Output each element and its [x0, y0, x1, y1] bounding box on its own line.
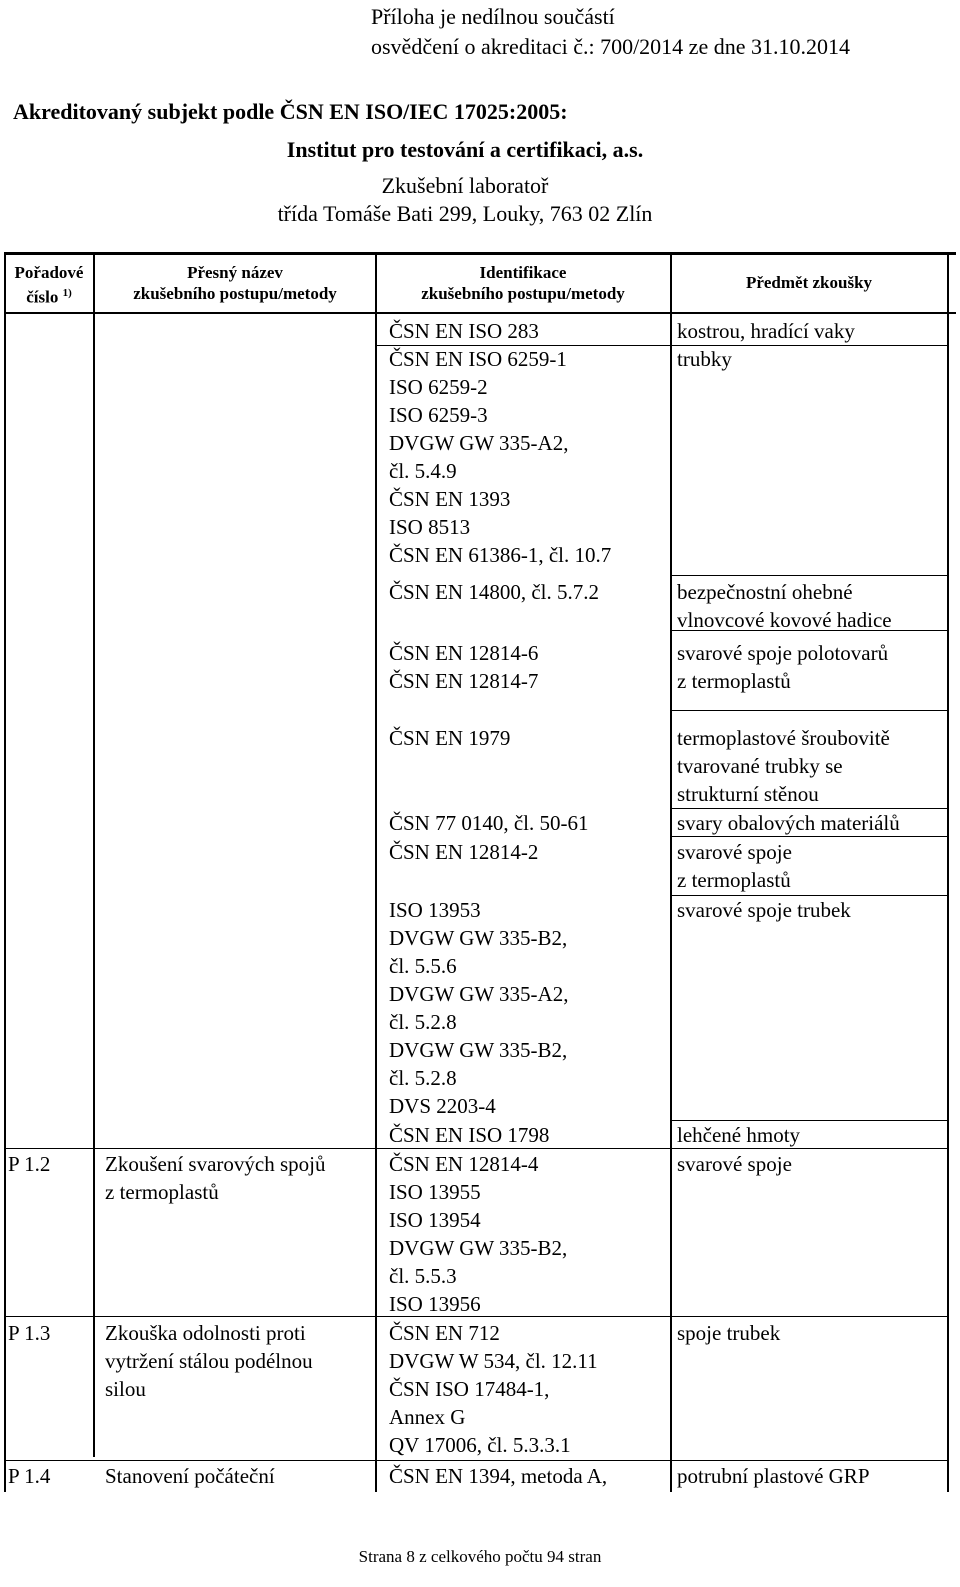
subject: tvarované trubky se: [677, 754, 843, 778]
row-9-methods: [389, 1319, 598, 1459]
method: DVGW GW 335-A2,: [389, 982, 569, 1006]
col-divider-3: [670, 252, 672, 1492]
table-left-border: [4, 252, 6, 1492]
col-ident-header-l1: Identifikace: [479, 263, 567, 282]
method: ČSN EN 12814-7: [389, 669, 539, 693]
subject: kostrou, hradící vaky: [677, 319, 855, 343]
method: DVGW GW 335-B2,: [389, 1038, 568, 1062]
subject: trubky: [677, 347, 732, 371]
method: ČSN EN ISO 283: [389, 319, 539, 343]
method: ČSN 77 0140, čl. 50-61: [389, 811, 589, 835]
row-8-no: P 1.2: [8, 1152, 51, 1176]
header-bottom-border: [4, 312, 956, 314]
method: čl. 5.4.9: [389, 459, 457, 483]
row-7-methods: [389, 1121, 549, 1149]
subject: z termoplastů: [677, 669, 791, 693]
row-2-methods: [389, 639, 538, 695]
col-subject-header: Předmět zkoušky: [745, 273, 873, 292]
method: ČSN EN 1979: [389, 726, 511, 750]
row-3-methods: [389, 724, 510, 752]
col-divider-2: [375, 252, 377, 1492]
method: DVGW GW 335-A2,: [389, 431, 569, 455]
annex-line-2: osvědčení o akreditaci č.: 700/2014 ze dne 31.10.2014: [371, 34, 850, 59]
method: ČSN EN 61386-1, čl. 10.7: [389, 543, 612, 567]
col-name-header: [96, 262, 374, 304]
row-8-subject: [677, 1150, 792, 1178]
method: ISO 13956: [389, 1292, 481, 1316]
method: ISO 13953: [389, 898, 481, 922]
row-10-methods: [389, 1462, 607, 1490]
footnote-marker: 1): [62, 287, 72, 299]
page-footer: Strana 8 z celkového počtu 94 stran: [358, 1547, 602, 1566]
method: čl. 5.5.3: [389, 1264, 457, 1288]
row-9-name: Zkouška odolnosti proti vytržení stálou podélnou silou: [105, 1321, 313, 1401]
subject: bezpečnostní ohebné: [677, 580, 853, 604]
row-9-no: P 1.3: [8, 1321, 51, 1345]
row-divider: [670, 710, 949, 711]
method: DVGW GW 335-B2,: [389, 926, 568, 950]
annex-line-1: Příloha je nedílnou součástí: [371, 4, 615, 29]
col-divider-1: [93, 252, 95, 1457]
row-8-name: Zkoušení svarových spojů z termoplastů: [105, 1152, 326, 1204]
method: ČSN EN 12814-4: [389, 1152, 539, 1176]
method: Annex G: [389, 1405, 466, 1429]
subject: termoplastové šroubovitě: [677, 726, 890, 750]
subject: lehčené hmoty: [677, 1123, 801, 1147]
col-ident-header: [378, 262, 668, 304]
col-order-header-l2-text: číslo: [26, 287, 59, 307]
method: ISO 13955: [389, 1180, 481, 1204]
method: ČSN EN 12814-6: [389, 641, 539, 665]
row-9-subject: [677, 1319, 780, 1347]
subject: svary obalových materiálů: [677, 811, 900, 835]
row-divider: [4, 1460, 949, 1461]
method: QV 17006, čl. 5.3.3.1: [389, 1433, 571, 1457]
institute-text: Institut pro testování a certifikaci, a.s.: [286, 137, 644, 162]
row-2-subject: [677, 639, 888, 695]
col-name-header-l2: zkušebního postupu/metody: [133, 284, 337, 303]
method: ISO 6259-3: [389, 403, 488, 427]
row-8-methods: [389, 1150, 567, 1318]
lab-name: Zkušební laboratoř: [381, 173, 549, 198]
row-10-no: P 1.4: [8, 1464, 51, 1488]
row-1-subject: [677, 578, 892, 634]
row-6-methods: [389, 896, 568, 1120]
method: ČSN EN ISO 1798: [389, 1123, 550, 1147]
accredited-subject: Akreditovaný subjekt podle ČSN EN ISO/IEC 17025:2005:: [13, 99, 568, 124]
row-10-name: Stanovení počáteční: [105, 1464, 275, 1488]
method: ČSN EN 712: [389, 1321, 500, 1345]
row-5-methods: [389, 838, 538, 866]
subject: svarové spoje: [677, 1152, 792, 1176]
method: ČSN EN 1393: [389, 487, 511, 511]
row-0-methods: [389, 317, 611, 569]
subject: z termoplastů: [677, 868, 791, 892]
method: ISO 8513: [389, 515, 471, 539]
institute-name: [0, 137, 930, 163]
row-4-subject: [677, 809, 900, 837]
row-divider: [670, 575, 949, 576]
method: ČSN ISO 17484-1,: [389, 1377, 550, 1401]
method: DVGW W 534, čl. 12.11: [389, 1349, 598, 1373]
method: ČSN EN 12814-2: [389, 840, 539, 864]
accreditation-table: [4, 252, 956, 1507]
method: ČSN EN 1394, metoda A,: [389, 1464, 608, 1488]
subject: potrubní plastové GRP: [677, 1464, 870, 1488]
table-top-border: [4, 252, 956, 255]
lab-address: třída Tomáše Bati 299, Louky, 763 02 Zlín: [277, 201, 653, 226]
col-name-header-l1: Přesný název: [187, 263, 283, 282]
row-1-methods: [389, 578, 599, 606]
row-7-subject: [677, 1121, 800, 1149]
subject: spoje trubek: [677, 1321, 781, 1345]
col-order-header: [6, 262, 92, 308]
col-order-header-l2: [6, 283, 92, 308]
subject: vlnovcové kovové hadice: [677, 608, 892, 632]
row-5-subject: [677, 838, 792, 894]
method: ČSN EN ISO 6259-1: [389, 347, 567, 371]
method: ISO 13954: [389, 1208, 481, 1232]
method: ISO 6259-2: [389, 375, 488, 399]
table-right-border: [947, 252, 949, 1492]
method: čl. 5.5.6: [389, 954, 457, 978]
method: ČSN EN 14800, čl. 5.7.2: [389, 580, 599, 604]
subject: svarové spoje: [677, 840, 792, 864]
row-10-subject: [677, 1462, 870, 1490]
method: čl. 5.2.8: [389, 1010, 457, 1034]
row-6-subject: [677, 896, 851, 924]
row-3-subject: [677, 724, 890, 808]
method: DVS 2203-4: [389, 1094, 496, 1118]
method: DVGW GW 335-B2,: [389, 1236, 568, 1260]
col-order-header-l1: Pořadové: [14, 263, 84, 282]
col-ident-header-l2: zkušebního postupu/metody: [421, 284, 625, 303]
subject: strukturní stěnou: [677, 782, 819, 806]
row-0-subject: [677, 317, 855, 373]
method: čl. 5.2.8: [389, 1066, 457, 1090]
subject: svarové spoje trubek: [677, 898, 851, 922]
row-4-methods: [389, 809, 589, 837]
subject: svarové spoje polotovarů: [677, 641, 889, 665]
